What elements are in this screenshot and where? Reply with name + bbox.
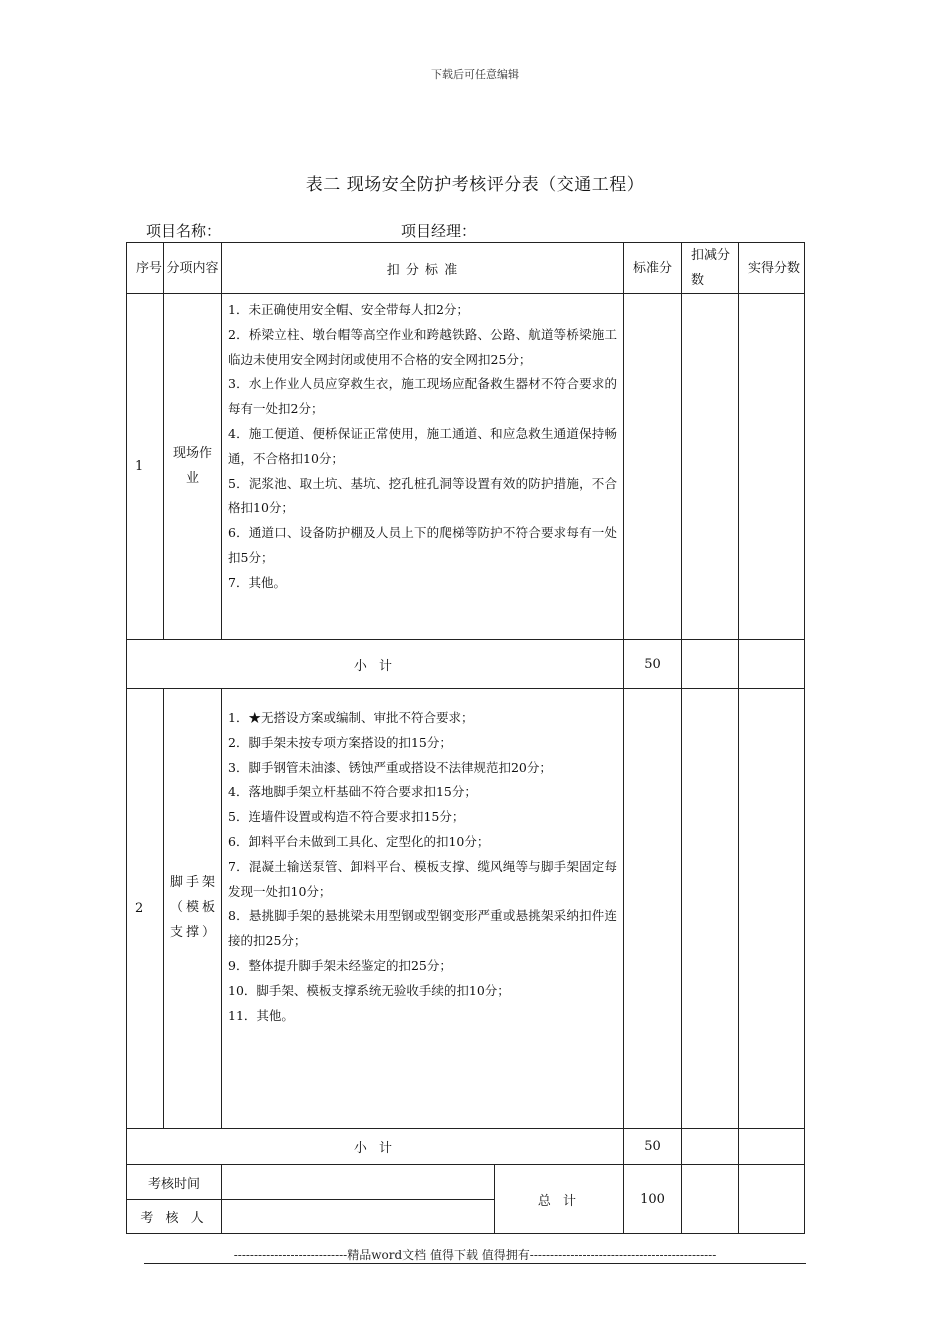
header-category: 分项内容 — [164, 243, 222, 294]
exam-time-row — [127, 1165, 805, 1200]
header-criteria: 扣 分 标 准 — [222, 243, 624, 294]
exam-time-label: 考核时间 — [127, 1165, 222, 1200]
subtotal-score: 50 — [624, 640, 682, 689]
subtotal-label: 小 计 — [127, 640, 624, 689]
table-row-section-2 — [127, 689, 805, 1129]
deducted-score-cell[interactable] — [682, 294, 739, 640]
header-standard-score: 标准分 — [624, 243, 682, 294]
criteria-item: 6．卸料平台未做到工具化、定型化的扣10分； — [228, 833, 490, 849]
actual-score-cell[interactable] — [739, 294, 805, 640]
subtotal-row — [127, 640, 805, 689]
subtotal-deducted-cell[interactable] — [682, 1129, 739, 1165]
category-cell: 脚手架（模板支撑） — [164, 689, 222, 1129]
criteria-item: 2．脚手架未按专项方案搭设的扣15分； — [228, 734, 452, 750]
deducted-score-cell[interactable] — [682, 689, 739, 1129]
header-note: 下载后可任意编辑 — [431, 68, 519, 81]
exam-time-value[interactable] — [222, 1165, 495, 1200]
criteria-item: 6．通道口、设备防护棚及人员上下的爬梯等防护不符合要求每有一处扣5分； — [228, 525, 617, 565]
criteria-item: 7．其他。 — [228, 574, 286, 590]
total-deducted-cell[interactable] — [682, 1165, 739, 1234]
criteria-item: 11．其他。 — [228, 1007, 294, 1023]
criteria-cell — [222, 294, 624, 640]
table-header-row — [127, 243, 805, 294]
actual-score-cell[interactable] — [739, 689, 805, 1129]
criteria-item: 8．悬挑脚手架的悬挑梁未用型钢或型钢变形严重或悬挑架采纳扣件连接的扣25分； — [228, 908, 617, 949]
criteria-item: 4．施工便道、便桥保证正常使用，施工通道、和应急救生通道保持畅通，不合格扣10分； — [228, 425, 617, 466]
criteria-item: 10．脚手架、模板支撑系统无验收手续的扣10分； — [228, 982, 510, 998]
footer-divider — [144, 1263, 806, 1264]
subtotal-deducted-cell[interactable] — [682, 640, 739, 689]
footer-note: ----------------------------精品word文档 值得下载 值得拥有---------------------------------------------- — [233, 1248, 717, 1262]
header-seq: 序号 — [127, 243, 164, 294]
subtotal-label: 小 计 — [127, 1129, 624, 1165]
standard-score-cell[interactable] — [624, 689, 682, 1129]
criteria-item: 5．连墙件设置或构造不符合要求扣15分； — [228, 809, 465, 825]
subtotal-actual-cell[interactable] — [739, 640, 805, 689]
criteria-item: 7．混凝土输送泵管、卸料平台、模板支撑、缆风绳等与脚手架固定每发现一处扣10分； — [228, 858, 617, 899]
criteria-item: 3．水上作业人员应穿救生衣，施工现场应配备救生器材不符合要求的每有一处扣2分； — [228, 376, 617, 417]
total-label: 总 计 — [495, 1165, 624, 1234]
score-table — [126, 242, 805, 1234]
criteria-cell — [222, 689, 624, 1129]
project-name-label: 项目名称： — [146, 222, 222, 240]
examiner-value[interactable] — [222, 1200, 495, 1234]
criteria-item: 1．★无搭设方案或编制、审批不符合要求； — [228, 710, 474, 725]
header-actual: 实得分数 — [739, 243, 805, 294]
project-manager-label: 项目经理： — [401, 222, 477, 240]
criteria-item: 5．泥浆池、取土坑、基坑、挖孔桩孔洞等设置有效的防护措施，不合格扣10分； — [228, 475, 617, 516]
seq-cell: 1 — [127, 294, 164, 640]
standard-score-cell[interactable] — [624, 294, 682, 640]
criteria-item: 9．整体提升脚手架未经鉴定的扣25分； — [228, 957, 452, 973]
examiner-label: 考 核 人 — [127, 1200, 222, 1234]
criteria-item: 1．未正确使用安全帽、安全带每人扣2分； — [228, 302, 469, 317]
total-score: 100 — [624, 1165, 682, 1234]
page-title: 表二 现场安全防护考核评分表（交通工程） — [305, 175, 645, 195]
total-actual-cell[interactable] — [739, 1165, 805, 1234]
criteria-item: 2．桥梁立柱、墩台帽等高空作业和跨越铁路、公路、航道等桥梁施工临边未使用安全网封闭或使用不合格的安全网扣25分； — [228, 326, 617, 367]
table-row-section-1 — [127, 294, 805, 640]
header-deducted: 扣减分数 — [682, 243, 739, 294]
seq-cell: 2 — [127, 689, 164, 1129]
criteria-item: 4．落地脚手架立杆基础不符合要求扣15分； — [228, 784, 477, 800]
subtotal-actual-cell[interactable] — [739, 1129, 805, 1165]
category-cell: 现场作业 — [164, 294, 222, 640]
criteria-item: 3．脚手钢管未油漆、锈蚀严重或搭设不法律规范扣20分； — [228, 759, 552, 775]
subtotal-score: 50 — [624, 1129, 682, 1165]
subtotal-row — [127, 1129, 805, 1165]
